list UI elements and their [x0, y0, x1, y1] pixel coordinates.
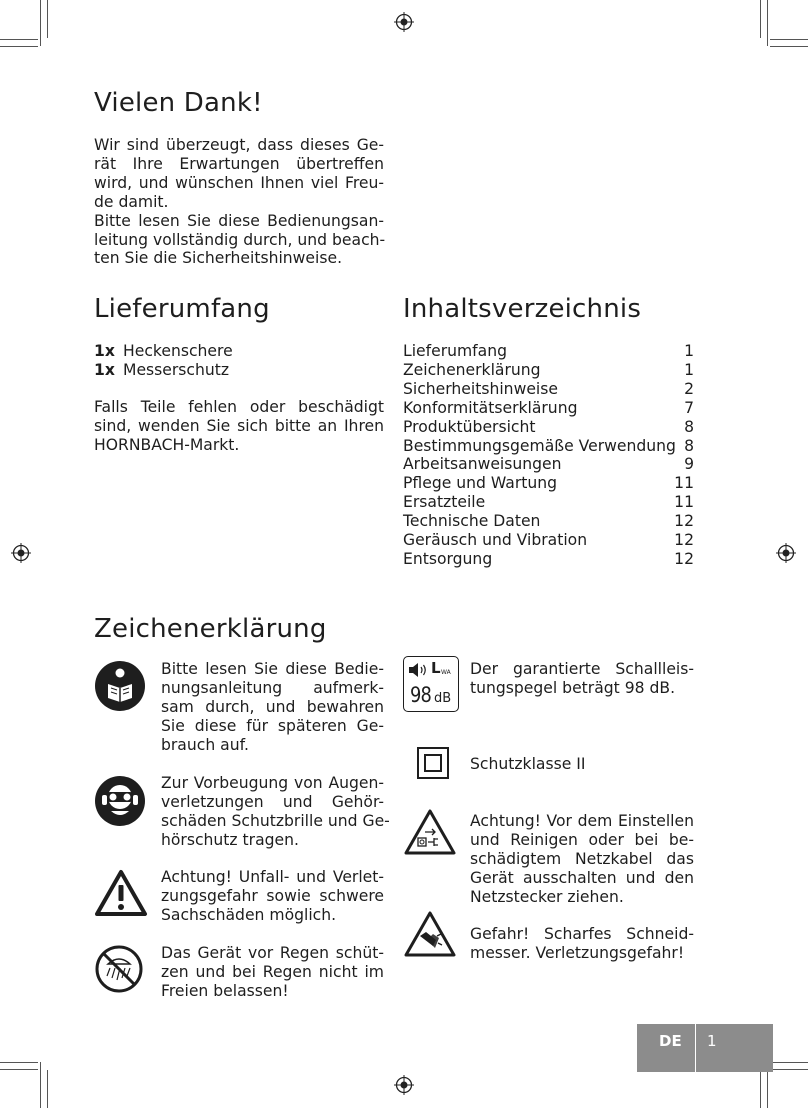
goggles-icon: [94, 775, 146, 827]
legend-item-blade: [470, 925, 694, 963]
page-tab: [637, 1024, 773, 1072]
toc-page: 8: [684, 417, 694, 436]
toc-label: Lieferumfang: [403, 342, 508, 360]
language-label: DE: [659, 1032, 682, 1050]
text-line: ten Sie die Sicherheitshinweise.: [94, 249, 343, 268]
registration-mark-icon: [394, 1075, 414, 1095]
crop-mark: [770, 1069, 808, 1070]
toc-label: Zeichenerklärung: [403, 360, 541, 379]
scope-list: [94, 342, 233, 380]
text-line: leitung vollständig durch, und beach-: [94, 230, 386, 249]
text-line: de damit.: [94, 192, 169, 211]
toc-label: Pflege und Wartung: [403, 474, 558, 493]
toc-page: 9: [684, 455, 694, 474]
registration-mark-icon: [776, 543, 796, 563]
toc-page: 11: [674, 493, 694, 512]
text-line: rät Ihre Erwartungen übertreffen: [94, 154, 384, 173]
toc-heading: Inhaltsverzeichnis: [403, 294, 642, 324]
crop-mark: [0, 1069, 38, 1070]
toc-page: 11: [674, 474, 694, 493]
crop-mark: [47, 1070, 48, 1108]
no-rain-icon: [94, 944, 144, 994]
toc-entry: [403, 493, 694, 512]
text-line: Sachschäden möglich.: [161, 905, 337, 924]
toc-page: 12: [674, 512, 694, 531]
legend-item-no-rain: [161, 944, 384, 1001]
crop-mark: [0, 39, 38, 40]
toc-label: Technische Daten: [403, 512, 541, 531]
text-line: Bitte lesen Sie diese Bedienungsan-: [94, 211, 384, 230]
text-line: nungsanleitung aufmerk-: [161, 678, 384, 697]
toc-label: Sicherheitshinweise: [403, 379, 558, 398]
text-line: und Reinigen oder bei be-: [470, 830, 694, 849]
registration-mark-icon: [394, 12, 414, 32]
text-line: Achtung! Vor dem Einstellen: [470, 812, 694, 830]
toc-page: 1: [684, 342, 694, 360]
intro-text: [94, 136, 384, 268]
text-line: Freien belassen!: [161, 981, 289, 1000]
toc-label: Geräusch und Vibration: [403, 531, 588, 550]
item-qty: 1x: [94, 342, 115, 360]
speaker-icon: [408, 661, 428, 679]
read-manual-icon: [94, 660, 146, 712]
text-line: HORNBACH-Markt.: [94, 435, 240, 454]
toc-entry: [403, 399, 694, 418]
intro-heading: Vielen Dank!: [94, 88, 263, 118]
text-line: sind, wenden Sie sich bitte an Ihren: [94, 416, 384, 435]
text-line: Gefahr! Scharfes Schneid-: [470, 925, 694, 943]
text-line: brauch auf.: [161, 735, 249, 754]
unplug-warning-icon: [403, 808, 457, 856]
text-line: schädigtem Netzkabel das: [470, 849, 694, 868]
tab-divider: [695, 1024, 696, 1072]
crop-mark: [40, 1062, 41, 1108]
toc-label: Arbeitsanweisungen: [403, 455, 562, 474]
legend-item-protection-class: [470, 755, 694, 774]
text-line: sam durch, und bewahren: [161, 697, 384, 716]
text-line: schäden Schutzbrille und Ge-: [161, 811, 390, 830]
toc-label: Produktübersicht: [403, 417, 536, 436]
crop-mark: [760, 0, 761, 38]
list-item: [94, 342, 233, 361]
crop-mark: [770, 1062, 808, 1063]
legend-item-read-manual: [161, 660, 384, 755]
legend-heading: Zeichenerklärung: [94, 614, 327, 644]
toc-entry: [403, 361, 694, 380]
toc-entry: [403, 455, 694, 474]
crop-mark: [0, 46, 38, 47]
toc-page: 8: [684, 436, 694, 455]
text-line: Zur Vorbeugung von Augen-: [161, 774, 384, 792]
text-line: zungsgefahr sowie schwere: [161, 886, 384, 905]
text-line: Bitte lesen Sie diese Bedie-: [161, 660, 384, 678]
toc-entry: [403, 550, 694, 569]
text-line: Wir sind überzeugt, dass dieses Ge-: [94, 136, 384, 154]
legend-item-goggles: [161, 774, 390, 850]
item-name: Messerschutz: [123, 360, 230, 379]
scope-note: [94, 398, 384, 455]
text-line: Das Gerät vor Regen schüt-: [161, 944, 384, 962]
text-line: Falls Teile fehlen oder beschädigt: [94, 398, 384, 416]
text-line: hörschutz tragen.: [161, 830, 299, 849]
toc-entry: [403, 342, 694, 361]
scope-heading: Lieferumfang: [94, 294, 270, 324]
toc-entry: [403, 531, 694, 550]
toc-entry: [403, 474, 694, 493]
toc-entry: [403, 380, 694, 399]
toc-entry: [403, 437, 694, 456]
sound-value: 98: [410, 683, 432, 707]
sound-sub-label: WA: [441, 669, 451, 676]
sound-l-label: L: [431, 659, 441, 677]
toc-entry: [403, 418, 694, 437]
toc-list: [403, 342, 694, 569]
toc-label: Bestimmungsgemäße Verwendung: [403, 436, 676, 455]
crop-mark: [770, 39, 808, 40]
registration-mark-icon: [11, 543, 31, 563]
toc-page: 7: [684, 398, 694, 417]
text-line: Gerät ausschalten und den: [470, 868, 694, 887]
toc-page: 12: [674, 549, 694, 568]
text-line: messer. Verletzungsgefahr!: [470, 943, 685, 962]
item-name: Heckenschere: [123, 342, 233, 360]
toc-page: 2: [684, 379, 694, 398]
protection-class-icon: [417, 747, 449, 779]
sound-unit: dB: [434, 691, 452, 706]
text-line: Der garantierte Schallleis-: [470, 660, 694, 678]
text-line: Netzstecker ziehen.: [470, 887, 624, 906]
crop-mark: [767, 0, 768, 46]
crop-mark: [760, 1070, 761, 1108]
toc-label: Konformitätserklärung: [403, 398, 578, 417]
list-item: [94, 361, 233, 380]
text-line: Sie diese für späteren Ge-: [161, 716, 384, 735]
crop-mark: [47, 0, 48, 38]
toc-page: 1: [684, 360, 694, 379]
page-number: 1: [707, 1032, 717, 1050]
toc-label: Entsorgung: [403, 549, 493, 568]
legend-item-sound-power: [470, 660, 694, 698]
warning-icon: [94, 869, 148, 917]
text-line: zen und bei Regen nicht im: [161, 962, 384, 981]
legend-item-unplug: [470, 812, 694, 907]
crop-mark: [0, 1062, 38, 1063]
text-line: Achtung! Unfall- und Verlet-: [161, 868, 384, 886]
text-line: wird, und wünschen Ihnen viel Freu-: [94, 173, 384, 192]
item-qty: 1x: [94, 360, 115, 379]
crop-mark: [40, 0, 41, 46]
text-line: verletzungen und Gehör-: [161, 792, 384, 811]
toc-label: Ersatzteile: [403, 493, 486, 512]
toc-entry: [403, 512, 694, 531]
toc-page: 12: [674, 531, 694, 550]
crop-mark: [770, 46, 808, 47]
legend-item-warning: [161, 868, 384, 925]
sound-power-icon: [403, 656, 459, 712]
text-line: Schutzklasse II: [470, 755, 586, 773]
blade-warning-icon: [403, 910, 457, 958]
text-line: tungspegel beträgt 98 dB.: [470, 678, 676, 697]
